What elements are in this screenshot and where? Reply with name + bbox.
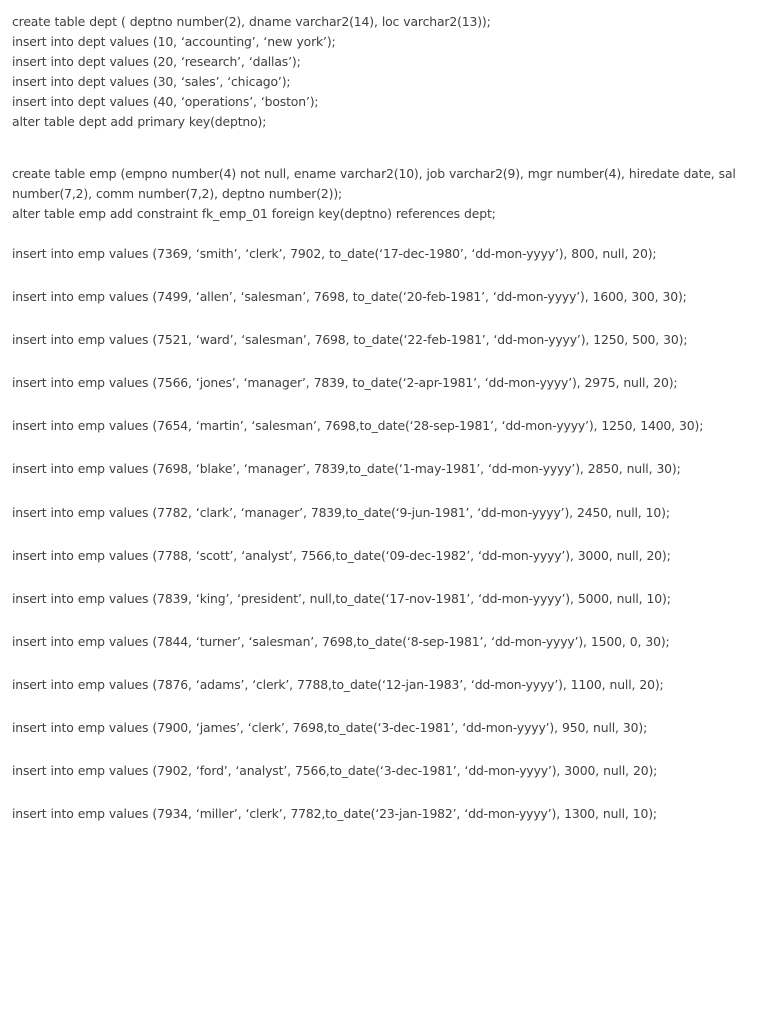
emp-insert-statement: insert into emp values (7900, ‘james’, ‘clerk’, 7698,to_date(‘3-dec-1981’, ‘dd-mon-yyyy’), 950, null, 30); — [12, 720, 648, 736]
emp-insert-statement: insert into emp values (7788, ‘scott’, ‘analyst’, 7566,to_date(‘09-dec-1982’, ‘dd-mon-yyyy’), 3000, null, 20); — [12, 547, 671, 563]
dept-insert-statement: insert into dept values (20, ‘research’, ‘dallas’); — [12, 54, 301, 69]
dept-insert-statement: insert into dept values (40, ‘operations’, ‘boston’); — [12, 94, 319, 109]
dept-alter-statement: alter table dept add primary key(deptno); — [12, 114, 267, 129]
spacer — [12, 224, 752, 244]
sql-document — [12, 12, 752, 847]
emp-insert-statement: insert into emp values (7369, ‘smith’, ‘clerk’, 7902, to_date(‘17-dec-1980’, ‘dd-mon-yyyy’), 800, null, 20); — [12, 246, 657, 261]
emp-insert-statement: insert into emp values (7654, ‘martin’, ‘salesman’, 7698,to_date(‘28-sep-1981’, ‘dd-mon-yyyy’), 1250, 1400, 30); — [12, 418, 704, 434]
emp-insert-statement: insert into emp values (7844, ‘turner’, ‘salesman’, 7698,to_date(‘8-sep-1981’, ‘dd-mon-yyyy’), 1500, 0, 30); — [12, 633, 670, 649]
emp-insert-statement: insert into emp values (7934, ‘miller’, ‘clerk’, 7782,to_date(‘23-jan-1982’, ‘dd-mon-yyyy’), 1300, null, 10); — [12, 806, 657, 822]
emp-insert-statement: insert into emp values (7499, ‘allen’, ‘salesman’, 7698, to_date(‘20-feb-1981’, ‘dd-mon-yyyy’), 1600, 300, 30); — [12, 289, 687, 305]
emp-insert-statement: insert into emp values (7521, ‘ward’, ‘salesman’, 7698, to_date(‘22-feb-1981’, ‘dd-mon-yyyy’), 1250, 500, 30); — [12, 332, 688, 348]
dept-insert-statement: insert into dept values (30, ‘sales’, ‘chicago’); — [12, 74, 291, 89]
emp-insert-statement: insert into emp values (7782, ‘clark’, ‘manager’, 7839,to_date(‘9-jun-1981’, ‘dd-mon-yyyy’), 2450, null, 10); — [12, 504, 670, 520]
dept-create-statement: create table dept ( deptno number(2), dname varchar2(14), loc varchar2(13)); — [12, 14, 491, 29]
emp-create-statement-line-1: create table emp (empno number(4) not null, ename varchar2(10), job varchar2(9), mgr number(4), hiredate date, sal — [12, 166, 736, 181]
spacer — [12, 132, 752, 164]
emp-create-statement-line-2: number(7,2), comm number(7,2), deptno number(2)); — [12, 186, 343, 201]
dept-table-block — [12, 12, 752, 132]
emp-insert-statement: insert into emp values (7902, ‘ford’, ‘analyst’, 7566,to_date(‘3-dec-1981’, ‘dd-mon-yyyy’), 3000, null, 20); — [12, 763, 658, 779]
emp-insert-statement: insert into emp values (7839, ‘king’, ‘president’, null,to_date(‘17-nov-1981’, ‘dd-mon-yyyy’), 5000, null, 10); — [12, 590, 671, 606]
dept-insert-statement: insert into dept values (10, ‘accounting’, ‘new york’); — [12, 34, 336, 49]
emp-insert-statement: insert into emp values (7698, ‘blake’, ‘manager’, 7839,to_date(‘1-may-1981’, ‘dd-mon-yyyy’), 2850, null, 30); — [12, 461, 681, 477]
emp-insert-statement: insert into emp values (7566, ‘jones’, ‘manager’, 7839, to_date(‘2-apr-1981’, ‘dd-mon-yyyy’), 2975, null, 20); — [12, 375, 678, 391]
emp-insert-statement: insert into emp values (7876, ‘adams’, ‘clerk’, 7788,to_date(‘12-jan-1983’, ‘dd-mon-yyyy’), 1100, null, 20); — [12, 676, 664, 692]
emp-table-block — [12, 164, 752, 224]
emp-inserts-block — [12, 244, 752, 824]
emp-alter-statement: alter table emp add constraint fk_emp_01 foreign key(deptno) references dept; — [12, 206, 496, 221]
